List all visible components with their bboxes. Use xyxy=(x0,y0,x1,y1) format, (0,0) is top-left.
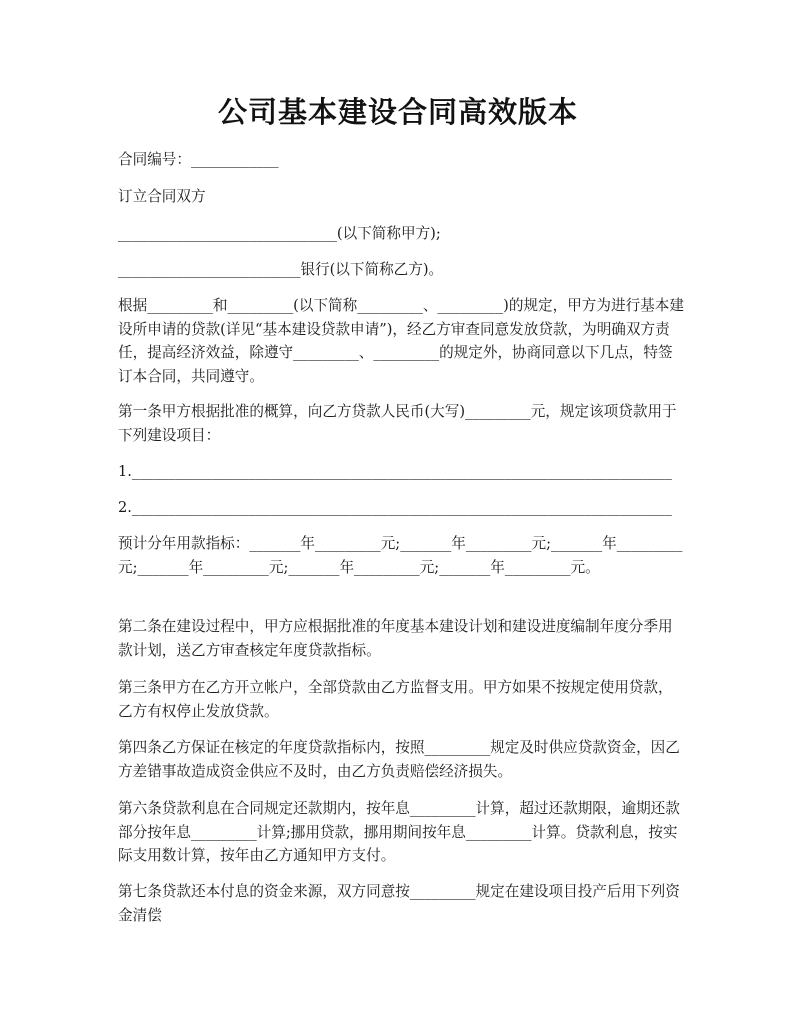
parties-heading: 订立合同双方 xyxy=(118,188,206,205)
annual-usage-paragraph: 预计分年用款指标：_______年_________元;_______年_________元;_______年_________元;_______年_________元;_______年_________元;_______年_________元。 xyxy=(118,535,683,576)
contract-number-line: 合同编号：____________ xyxy=(118,151,279,168)
article-1-paragraph: 第一条甲方根据批准的概算，向乙方贷款人民币(大写)_________元，规定该项贷款用于下列建设项目： xyxy=(118,403,677,444)
party-a-line: ______________________________(以下简称甲方); xyxy=(118,225,441,242)
article-2-paragraph: 第二条在建设过程中，甲方应根据批准的年度基本建设计划和建设进度编制年度分季用款计划，送乙方审查核定年度贷款指标。 xyxy=(118,618,673,659)
project-item-1: 1.__________________________________________________________________________ xyxy=(118,463,672,480)
article-6-paragraph: 第六条贷款利息在合同规定还款期内，按年息_________计算，超过还款期限，逾期还款部分按年息_________计算;挪用贷款，挪用期间按年息_________计算。贷款利息，按实际支用数计算，按年由乙方通知甲方支付。 xyxy=(118,800,680,864)
document-title: 公司基本建设合同高效版本 xyxy=(217,95,578,129)
project-item-2: 2.__________________________________________________________________________ xyxy=(118,499,672,516)
party-b-line: _________________________银行(以下简称乙方)。 xyxy=(118,261,444,278)
preamble-paragraph: 根据_________和_________(以下简称_________、_________)的规定，甲方为进行基本建设所申请的贷款(详见“基本建设贷款申请”)，经乙方审查同意发放贷款，为明确双方责任，提高经济效益，除遵守_________、_________的规定外，协商同意以下几点，特签订本合同，共同遵守。 xyxy=(118,297,684,385)
article-3-paragraph: 第三条甲方在乙方开立帐户，全部贷款由乙方监督支用。甲方如果不按规定使用贷款，乙方有权停止发放贷款。 xyxy=(118,679,673,720)
article-4-paragraph: 第四条乙方保证在核定的年度贷款指标内，按照_________规定及时供应贷款资金，因乙方差错事故造成资金供应不及时，由乙方负责赔偿经济损失。 xyxy=(118,739,680,780)
article-7-paragraph: 第七条贷款还本付息的资金来源，双方同意按_________规定在建设项目投产后用下列资金清偿 xyxy=(118,883,680,924)
